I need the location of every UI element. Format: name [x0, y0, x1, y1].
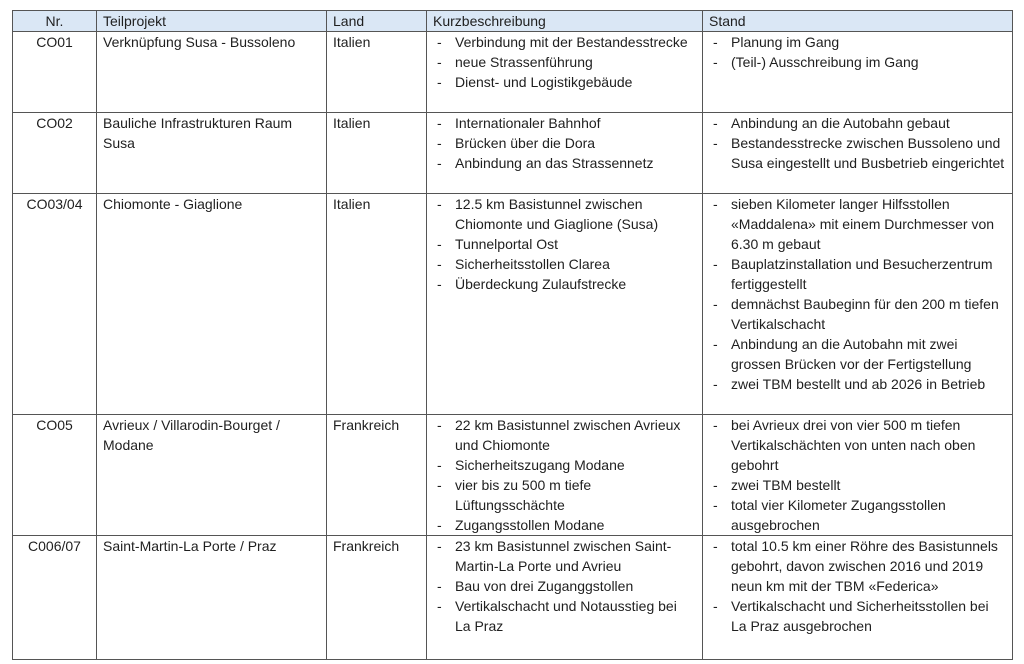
- cell-land: Frankreich: [327, 415, 427, 536]
- list-item: - Vertikalschacht und Notausstieg bei La Praz: [433, 596, 696, 636]
- list-item: - Tunnelportal Ost: [433, 234, 696, 254]
- cell-nr: CO03/04: [13, 194, 97, 415]
- list-item: - Internationaler Bahnhof: [433, 113, 696, 133]
- list-item: - Anbindung an die Autobahn gebaut: [709, 113, 1006, 133]
- list-item: - Bau von drei Zuganggstollen: [433, 576, 696, 596]
- cell-kurzbeschreibung: [427, 113, 703, 194]
- cell-stand-list: [709, 536, 1006, 636]
- header-stand: Stand: [703, 11, 1013, 32]
- list-item: - Überdeckung Zulaufstrecke: [433, 274, 696, 294]
- cell-stand-list: [709, 113, 1006, 173]
- table-row: [13, 32, 1013, 113]
- cell-land: Italien: [327, 113, 427, 194]
- list-item: - 23 km Basistunnel zwischen Saint-Martin-La Porte und Avrieu: [433, 536, 696, 576]
- list-item: - Sicherheitsstollen Clarea: [433, 254, 696, 274]
- list-item: - Vertikalschacht und Sicherheitsstollen bei La Praz ausgebrochen: [709, 596, 1006, 636]
- list-item: - zwei TBM bestellt: [709, 475, 1006, 495]
- list-item: - 22 km Basistunnel zwischen Avrieux und Chiomonte: [433, 415, 696, 455]
- cell-nr: C006/07: [13, 536, 97, 660]
- cell-kurzbeschreibung-list: [433, 113, 696, 173]
- cell-kurzbeschreibung: [427, 194, 703, 415]
- cell-kurzbeschreibung: [427, 415, 703, 536]
- list-item: - Anbindung an die Autobahn mit zwei grossen Brücken vor der Fertigstellung: [709, 334, 1006, 374]
- list-item: - demnächst Baubeginn für den 200 m tiefen Vertikalschacht: [709, 294, 1006, 334]
- cell-stand: [703, 415, 1013, 536]
- cell-teilprojekt: Avrieux / Villarodin-Bourget / Modane: [97, 415, 327, 536]
- header-nr: Nr.: [13, 11, 97, 32]
- table-row: [13, 113, 1013, 194]
- list-item: - sieben Kilometer langer Hilfsstollen «Maddalena» mit einem Durchmesser von 6.30 m gebaut: [709, 194, 1006, 254]
- project-table: [12, 10, 1013, 660]
- cell-stand: [703, 113, 1013, 194]
- list-item: - Bestandesstrecke zwischen Bussoleno und Susa eingestellt und Busbetrieb eingerichtet: [709, 133, 1006, 173]
- list-item: - total vier Kilometer Zugangsstollen ausgebrochen: [709, 495, 1006, 535]
- cell-kurzbeschreibung-list: [433, 415, 696, 535]
- cell-stand: [703, 32, 1013, 113]
- header-land: Land: [327, 11, 427, 32]
- list-item: - 12.5 km Basistunnel zwischen Chiomonte und Giaglione (Susa): [433, 194, 696, 234]
- cell-nr: CO02: [13, 113, 97, 194]
- cell-stand: [703, 536, 1013, 660]
- table-row: [13, 194, 1013, 415]
- list-item: - Dienst- und Logistikgebäude: [433, 72, 696, 92]
- cell-stand-list: [709, 32, 1006, 72]
- cell-nr: CO01: [13, 32, 97, 113]
- cell-kurzbeschreibung: [427, 536, 703, 660]
- cell-teilprojekt: Chiomonte - Giaglione: [97, 194, 327, 415]
- list-item: - Sicherheitszugang Modane: [433, 455, 696, 475]
- table-row: [13, 415, 1013, 536]
- cell-stand: [703, 194, 1013, 415]
- list-item: - total 10.5 km einer Röhre des Basistunnels gebohrt, davon zwischen 2016 und 2019 neun km mit der TBM «Federica»: [709, 536, 1006, 596]
- cell-teilprojekt: Bauliche Infrastrukturen Raum Susa: [97, 113, 327, 194]
- list-item: - (Teil-) Ausschreibung im Gang: [709, 52, 1006, 72]
- list-item: - neue Strassenführung: [433, 52, 696, 72]
- list-item: - Anbindung an das Strassennetz: [433, 153, 696, 173]
- header-kurzbeschreibung: Kurzbeschreibung: [427, 11, 703, 32]
- cell-teilprojekt: Verknüpfung Susa - Bussoleno: [97, 32, 327, 113]
- cell-land: Frankreich: [327, 536, 427, 660]
- cell-land: Italien: [327, 32, 427, 113]
- cell-kurzbeschreibung-list: [433, 32, 696, 92]
- table-row: [13, 536, 1013, 660]
- table-header-row: [13, 11, 1013, 32]
- list-item: - bei Avrieux drei von vier 500 m tiefen Vertikalschächten von unten nach oben gebohrt: [709, 415, 1006, 475]
- cell-kurzbeschreibung-list: [433, 194, 696, 294]
- list-item: - Brücken über die Dora: [433, 133, 696, 153]
- header-teilprojekt: Teilprojekt: [97, 11, 327, 32]
- list-item: - Verbindung mit der Bestandesstrecke: [433, 32, 696, 52]
- cell-kurzbeschreibung: [427, 32, 703, 113]
- cell-nr: CO05: [13, 415, 97, 536]
- list-item: - Zugangsstollen Modane: [433, 515, 696, 535]
- cell-kurzbeschreibung-list: [433, 536, 696, 636]
- list-item: - vier bis zu 500 m tiefe Lüftungsschächte: [433, 475, 696, 515]
- cell-stand-list: [709, 415, 1006, 535]
- cell-teilprojekt: Saint-Martin-La Porte / Praz: [97, 536, 327, 660]
- list-item: - Planung im Gang: [709, 32, 1006, 52]
- cell-stand-list: [709, 194, 1006, 394]
- list-item: - Bauplatzinstallation und Besucherzentrum fertiggestellt: [709, 254, 1006, 294]
- cell-land: Italien: [327, 194, 427, 415]
- list-item: - zwei TBM bestellt und ab 2026 in Betrieb: [709, 374, 1006, 394]
